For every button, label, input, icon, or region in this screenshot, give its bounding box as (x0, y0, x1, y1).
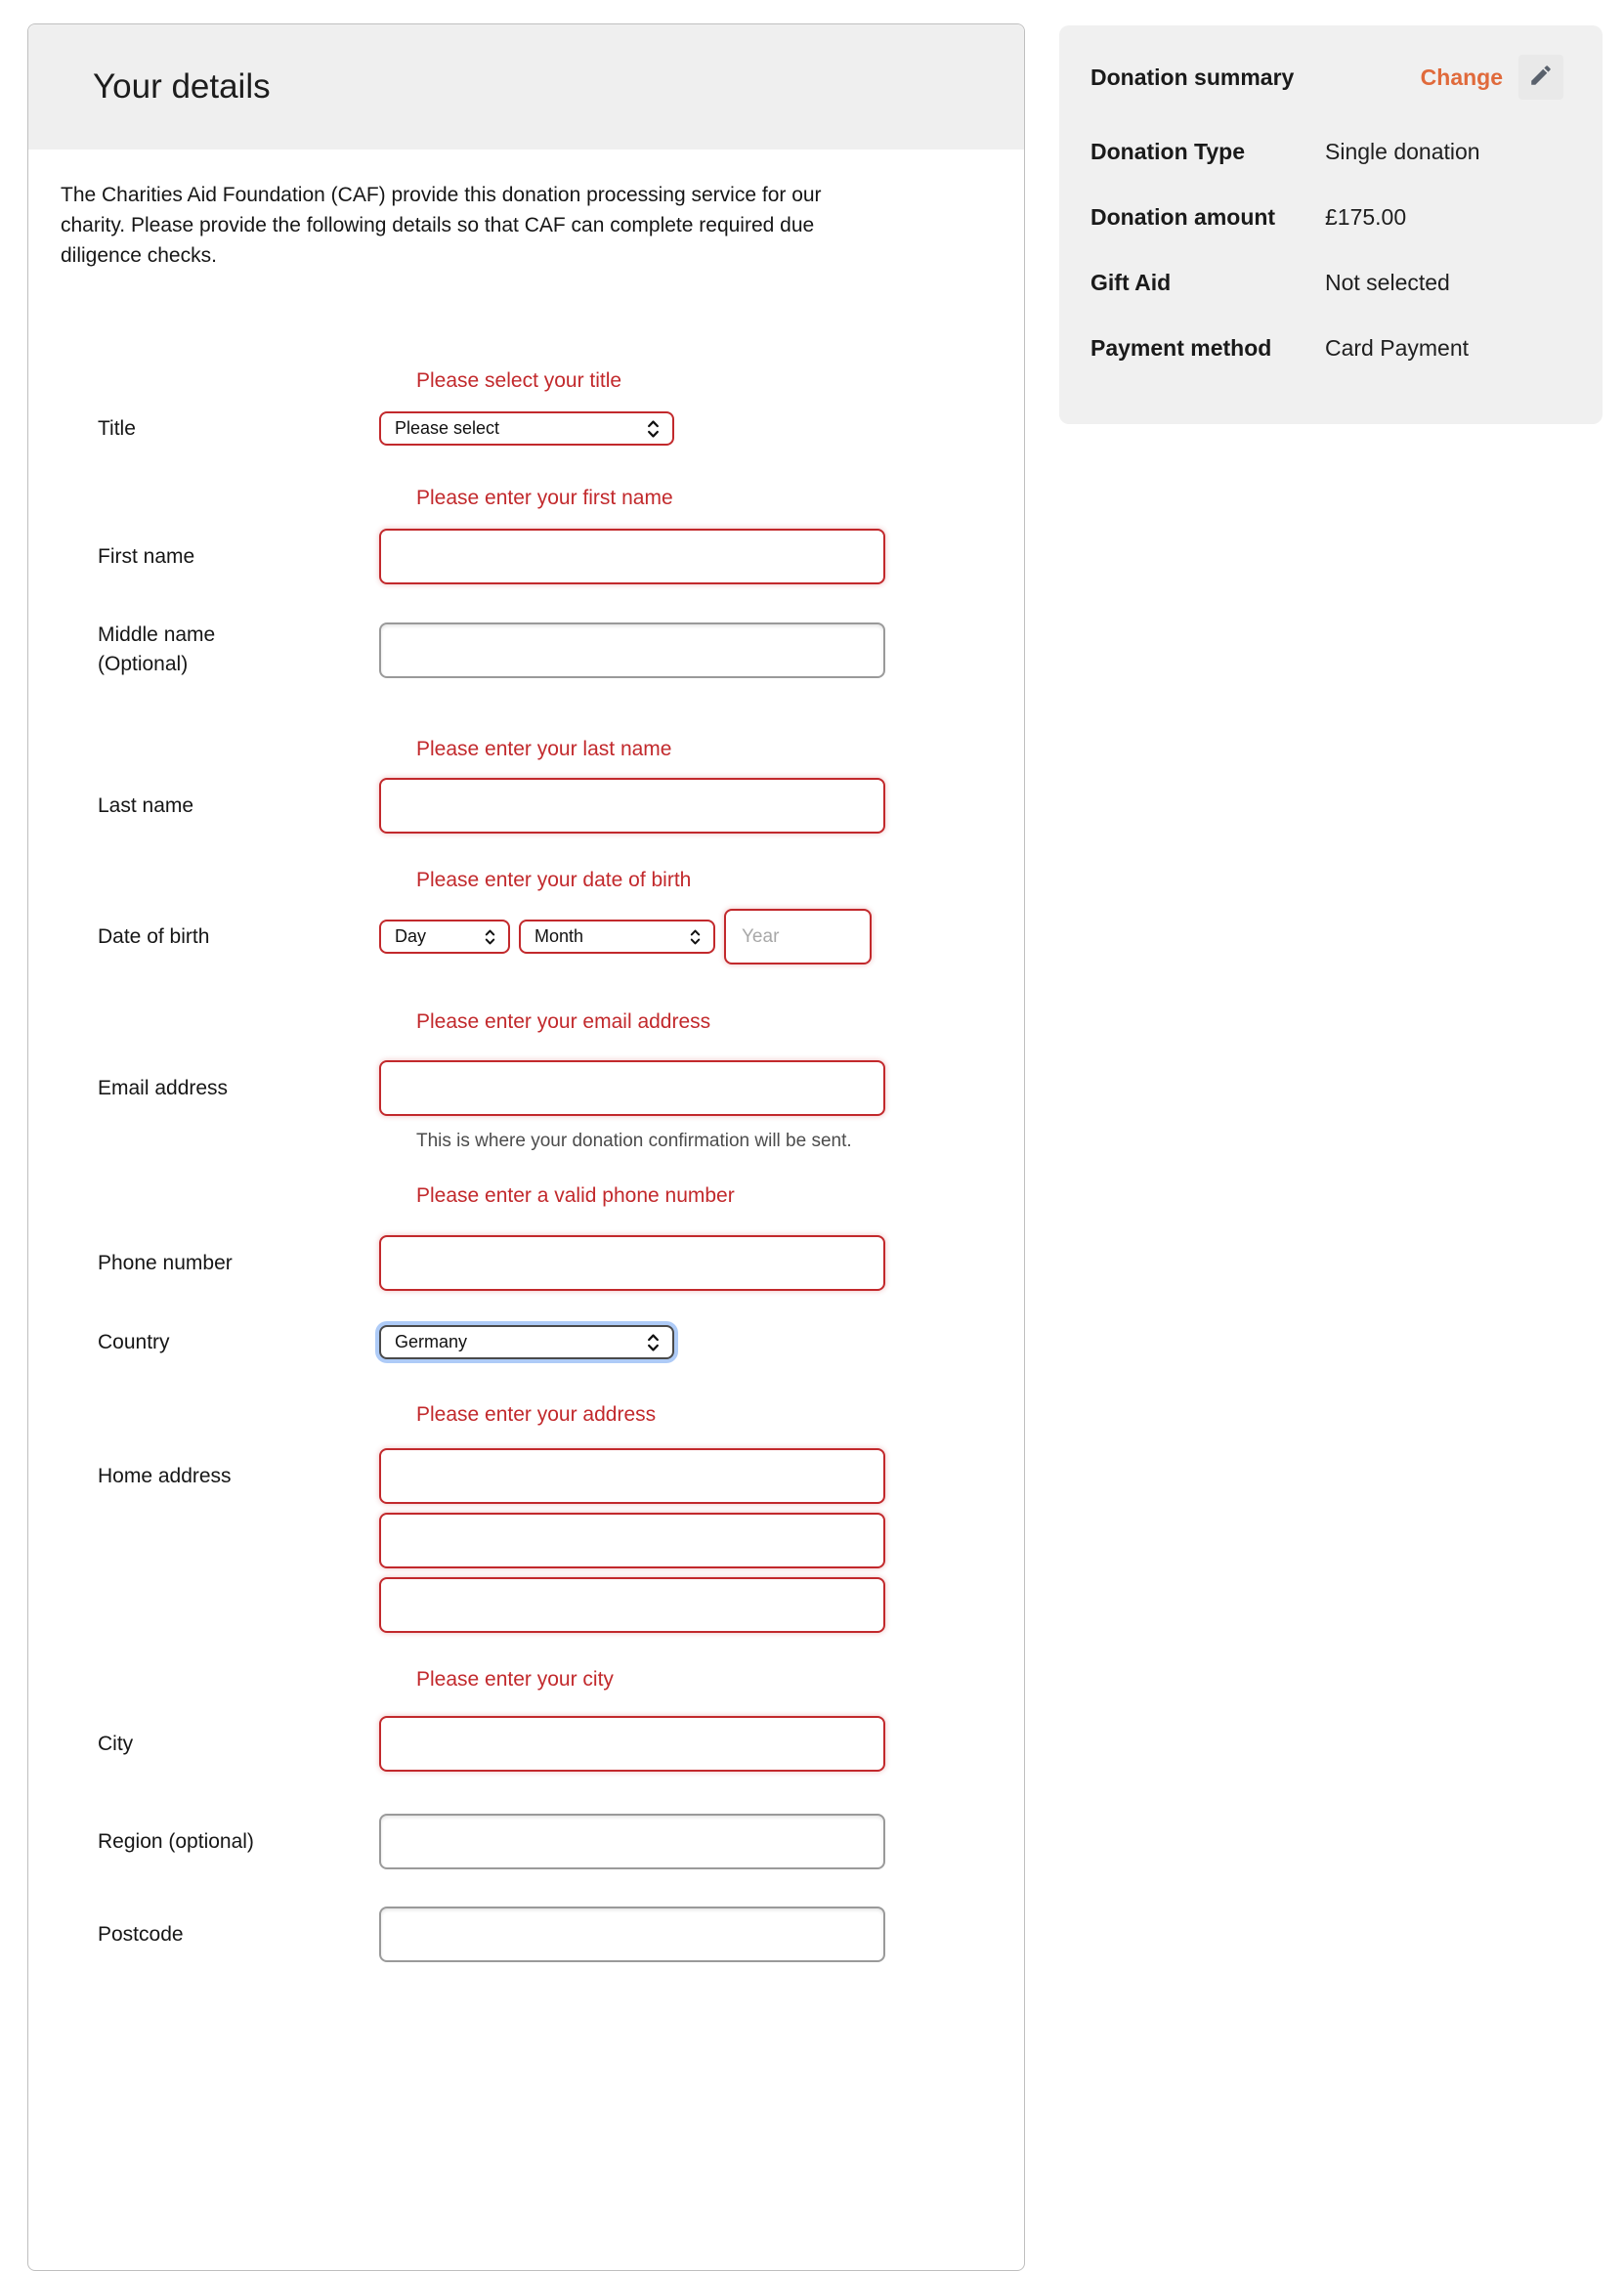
error-address: Please enter your address (416, 1403, 657, 1426)
intro-text (61, 180, 992, 271)
dob-day-select[interactable] (379, 920, 510, 954)
label-last-name: Last name (98, 793, 194, 817)
label-region: Region (optional) (98, 1829, 254, 1853)
label-middle-name: Middle name (Optional) (98, 623, 216, 675)
label-title: Title (98, 416, 136, 440)
error-phone: Please enter a valid phone number (416, 1184, 735, 1207)
chevron-updown-icon (646, 1332, 661, 1353)
summary-row-label: Donation amount (1090, 204, 1276, 230)
summary-row-label: Gift Aid (1090, 270, 1172, 295)
summary-row (1090, 138, 1571, 165)
summary-row-value: Single donation (1325, 139, 1480, 164)
address-line2-input[interactable] (379, 1513, 885, 1568)
dob-day-value: Day (395, 926, 427, 946)
label-first-name: First name (98, 544, 195, 568)
city-input[interactable] (379, 1716, 885, 1772)
label-dob: Date of birth (98, 924, 210, 948)
intro-line: charity. Please provide the following details so that CAF can complete required due (61, 214, 815, 236)
summary-row-value: Card Payment (1325, 335, 1470, 361)
error-dob: Please enter your date of birth (416, 869, 692, 891)
label-country: Country (98, 1330, 170, 1353)
error-city: Please enter your city (416, 1668, 614, 1691)
label-phone: Phone number (98, 1251, 233, 1274)
chevron-updown-icon (484, 927, 496, 947)
last-name-input[interactable] (379, 778, 885, 834)
label-email: Email address (98, 1076, 229, 1099)
donation-summary-panel (1059, 25, 1603, 424)
summary-row-label: Payment method (1090, 335, 1272, 361)
email-input[interactable] (379, 1060, 885, 1116)
error-last-name: Please enter your last name (416, 738, 672, 760)
dob-month-select[interactable] (519, 920, 715, 954)
first-name-input[interactable] (379, 529, 885, 584)
phone-input[interactable] (379, 1235, 885, 1291)
region-input[interactable] (379, 1814, 885, 1869)
label-postcode: Postcode (98, 1922, 184, 1946)
summary-row (1090, 203, 1571, 231)
your-details-card (27, 23, 1025, 2271)
intro-line: diligence checks. (61, 244, 217, 267)
page-title: Your details (93, 67, 271, 106)
postcode-input[interactable] (379, 1907, 885, 1962)
chevron-updown-icon (646, 418, 661, 440)
summary-row (1090, 334, 1571, 362)
intro-line: The Charities Aid Foundation (CAF) provide this donation processing service for our (61, 184, 822, 206)
change-link[interactable]: Change (1420, 64, 1503, 90)
email-helper-text: This is where your donation confirmation will be sent. (416, 1131, 852, 1151)
error-email: Please enter your email address (416, 1010, 711, 1033)
card-header (28, 24, 1024, 150)
middle-name-input[interactable] (379, 622, 885, 678)
pencil-icon (1528, 63, 1554, 93)
title-select[interactable] (379, 411, 674, 446)
error-first-name: Please enter your first name (416, 487, 673, 509)
summary-row-value: £175.00 (1325, 204, 1407, 230)
summary-row (1090, 269, 1571, 296)
title-select-value: Please select (395, 418, 500, 438)
label-city: City (98, 1732, 134, 1755)
dob-year-input[interactable] (724, 909, 872, 964)
edit-pencil-button[interactable] (1518, 55, 1563, 100)
chevron-updown-icon (689, 927, 702, 947)
donation-summary-title: Donation summary (1090, 64, 1295, 90)
dob-month-value: Month (534, 926, 584, 946)
country-select[interactable] (379, 1325, 674, 1359)
error-title: Please select your title (416, 369, 622, 392)
country-select-value: Germany (395, 1332, 468, 1351)
address-line3-input[interactable] (379, 1577, 885, 1633)
address-line1-input[interactable] (379, 1448, 885, 1504)
label-home-address: Home address (98, 1464, 232, 1487)
summary-row-label: Donation Type (1090, 139, 1246, 164)
summary-row-value: Not selected (1325, 270, 1450, 295)
